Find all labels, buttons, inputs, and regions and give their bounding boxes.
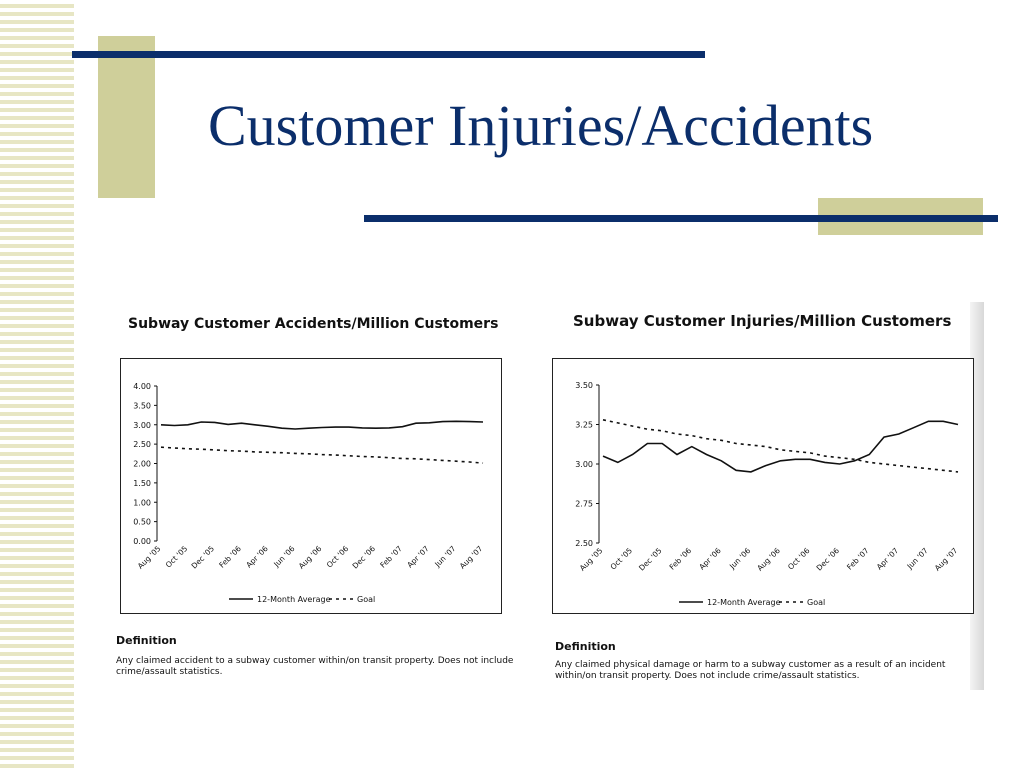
- y-tick-label: 3.50: [575, 381, 593, 390]
- slide-title: Customer Injuries/Accidents: [208, 93, 874, 158]
- legend-label: 12-Month Average: [257, 595, 331, 604]
- x-tick-label: Apr '06: [697, 546, 723, 572]
- x-tick-label: Aug '06: [755, 546, 782, 573]
- definition-line: within/on transit property. Does not include crime/assault statistics.: [555, 671, 860, 681]
- x-tick-label: Oct '06: [324, 544, 351, 570]
- definition-line: crime/assault statistics.: [116, 667, 223, 677]
- x-tick-label: Aug '05: [577, 546, 605, 573]
- chart-title-injuries: Subway Customer Injuries/Million Customers: [573, 312, 952, 330]
- y-tick-label: 3.50: [133, 401, 151, 411]
- x-tick-label: Aug '07: [932, 546, 960, 573]
- khaki-block-top: [98, 36, 155, 198]
- x-tick-label: Dec '05: [189, 544, 217, 571]
- y-tick-label: 2.50: [575, 539, 593, 548]
- x-tick-label: Jun '06: [272, 544, 297, 569]
- series-line-goal: [603, 420, 958, 472]
- legend-label: 12-Month Average: [707, 598, 781, 607]
- x-tick-label: Dec '06: [814, 546, 842, 573]
- striped-side-bar: [0, 0, 74, 768]
- x-tick-label: Apr '07: [405, 544, 431, 570]
- definition-text-accidents: [116, 656, 513, 678]
- chart-injuries-svg: [553, 359, 973, 613]
- x-tick-label: Jun '07: [905, 546, 930, 571]
- x-tick-label: Jun '07: [433, 544, 458, 569]
- x-tick-label: Feb '06: [667, 546, 694, 572]
- x-tick-label: Dec '05: [637, 546, 664, 573]
- y-tick-label: 3.25: [575, 420, 593, 430]
- y-tick-label: 1.50: [133, 478, 151, 488]
- x-tick-label: Jun '06: [727, 546, 753, 571]
- legend-label: Goal: [807, 598, 826, 607]
- x-tick-label: Oct '05: [163, 544, 190, 570]
- y-tick-label: 2.00: [133, 459, 151, 469]
- definition-line: Any claimed accident to a subway customer within/on transit property. Does not include: [116, 656, 514, 666]
- series-line-goal: [161, 447, 483, 463]
- y-tick-label: 2.75: [575, 499, 593, 509]
- legend-label: Goal: [357, 595, 376, 604]
- y-tick-label: 1.00: [133, 498, 151, 508]
- x-tick-label: Aug '05: [135, 544, 163, 571]
- y-tick-label: 3.00: [575, 460, 593, 469]
- x-tick-label: Aug '06: [296, 544, 324, 571]
- chart-accidents: [120, 358, 502, 614]
- y-tick-label: 0.00: [133, 537, 151, 546]
- x-tick-label: Feb '06: [217, 544, 243, 570]
- x-tick-label: Dec '06: [350, 544, 378, 571]
- y-tick-label: 4.00: [133, 382, 151, 391]
- x-tick-label: Oct '05: [608, 546, 634, 572]
- definition-text-injuries: [555, 660, 945, 682]
- y-tick-label: 2.50: [133, 440, 151, 450]
- x-tick-label: Aug '07: [457, 544, 485, 571]
- x-tick-label: Oct '06: [786, 546, 812, 572]
- definition-line: Any claimed physical damage or harm to a subway customer as a result of an incident: [555, 660, 946, 670]
- chart-injuries: [552, 358, 974, 614]
- y-tick-label: 0.50: [133, 517, 151, 527]
- x-tick-label: Feb '07: [845, 546, 871, 572]
- chart-title-accidents: Subway Customer Accidents/Million Customers: [128, 316, 499, 332]
- series-line-average: [161, 421, 483, 429]
- x-tick-label: Apr '06: [244, 544, 270, 570]
- x-tick-label: Feb '07: [378, 544, 404, 570]
- navy-rule-bottom: [364, 215, 998, 222]
- definition-heading-accidents: Definition: [116, 634, 177, 647]
- chart-accidents-svg: [121, 359, 501, 613]
- y-tick-label: 3.00: [133, 420, 151, 430]
- series-line-average: [603, 421, 958, 472]
- x-tick-label: Apr '07: [874, 546, 901, 572]
- navy-rule-top: [72, 51, 705, 58]
- definition-heading-injuries: Definition: [555, 640, 616, 653]
